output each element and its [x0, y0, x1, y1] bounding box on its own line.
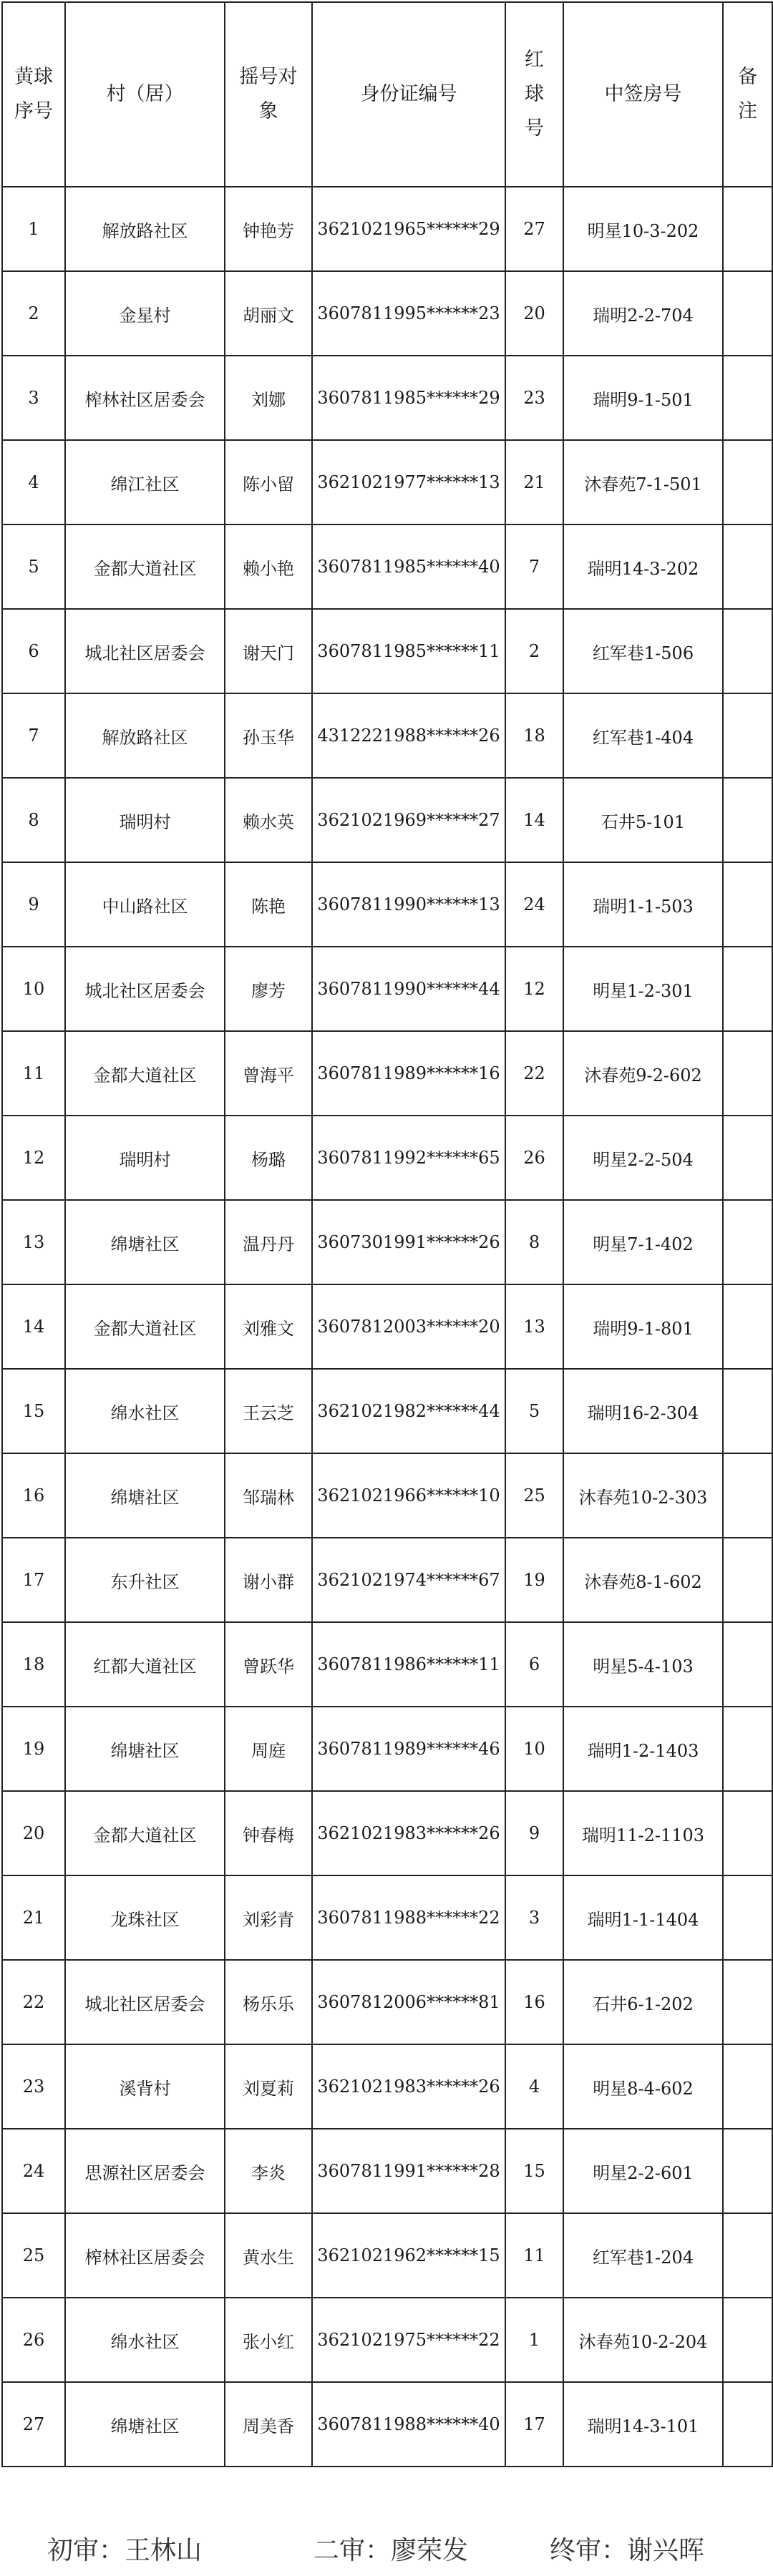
row-note: [723, 356, 772, 440]
row-lottery-person: 谢小群: [225, 1538, 312, 1622]
row-id-number: 3607811989******16: [312, 1031, 505, 1116]
row-id-number: 3607811985******11: [312, 609, 505, 693]
row-note: [723, 1116, 772, 1200]
row-id-number: 3607811985******40: [312, 525, 505, 609]
row-note: [723, 271, 772, 356]
row-lottery-person: 陈艳: [225, 862, 312, 947]
table-header-row: [2, 2, 772, 187]
header-yellow-ball-seq: 黄球序号: [2, 2, 65, 187]
row-yellow-ball-seq: 16: [2, 1453, 65, 1538]
row-yellow-ball-seq: 2: [2, 271, 65, 356]
row-lottery-person: 杨乐乐: [225, 1960, 312, 2044]
row-id-number: 3621021975******22: [312, 2298, 505, 2382]
row-yellow-ball-seq: 3: [2, 356, 65, 440]
row-room-number: 瑞明9-1-801: [563, 1284, 723, 1369]
row-note: [723, 1538, 772, 1622]
row-village: 解放路社区: [65, 187, 225, 271]
row-village: 绵水社区: [65, 2298, 225, 2382]
table-row: [2, 440, 772, 525]
row-note: [723, 187, 772, 271]
table-row: [2, 1200, 772, 1284]
row-yellow-ball-seq: 24: [2, 2129, 65, 2213]
row-village: 城北社区居委会: [65, 947, 225, 1031]
row-room-number: 瑞明1-1-1404: [563, 1875, 723, 1960]
table-row: [2, 2213, 772, 2298]
row-village: 绵塘社区: [65, 1707, 225, 1791]
row-red-ball-number: 25: [505, 1453, 563, 1538]
header-village: 村（居）: [65, 2, 225, 187]
row-lottery-person: 杨璐: [225, 1116, 312, 1200]
row-note: [723, 1622, 772, 1707]
row-yellow-ball-seq: 14: [2, 1284, 65, 1369]
row-village: 龙珠社区: [65, 1875, 225, 1960]
row-room-number: 沐春苑10-2-204: [563, 2298, 723, 2382]
header-red-ball-number: 红球号: [505, 2, 563, 187]
row-yellow-ball-seq: 22: [2, 1960, 65, 2044]
row-room-number: 瑞明1-2-1403: [563, 1707, 723, 1791]
row-room-number: 红军巷1-204: [563, 2213, 723, 2298]
table-row: [2, 2298, 772, 2382]
row-yellow-ball-seq: 4: [2, 440, 65, 525]
row-note: [723, 2044, 772, 2129]
row-room-number: 明星5-4-103: [563, 1622, 723, 1707]
row-note: [723, 778, 772, 862]
row-lottery-person: 黄水生: [225, 2213, 312, 2298]
row-note: [723, 693, 772, 778]
row-red-ball-number: 7: [505, 525, 563, 609]
table-row: [2, 271, 772, 356]
final-review-signature: 终审：谢兴晖: [550, 2536, 705, 2565]
row-yellow-ball-seq: 19: [2, 1707, 65, 1791]
row-village: 城北社区居委会: [65, 609, 225, 693]
row-note: [723, 1875, 772, 1960]
row-room-number: 明星2-2-504: [563, 1116, 723, 1200]
row-id-number: 3621021974******67: [312, 1538, 505, 1622]
row-note: [723, 1369, 772, 1453]
row-village: 东升社区: [65, 1538, 225, 1622]
row-room-number: 红军巷1-506: [563, 609, 723, 693]
row-note: [723, 2382, 772, 2467]
row-room-number: 沐春苑9-2-602: [563, 1031, 723, 1116]
table-row: [2, 1369, 772, 1453]
first-review-signature: 初审：王林山: [47, 2536, 203, 2565]
row-village: 金都大道社区: [65, 1284, 225, 1369]
row-yellow-ball-seq: 6: [2, 609, 65, 693]
row-village: 溪背村: [65, 2044, 225, 2129]
row-red-ball-number: 24: [505, 862, 563, 947]
row-yellow-ball-seq: 23: [2, 2044, 65, 2129]
row-yellow-ball-seq: 7: [2, 693, 65, 778]
row-room-number: 瑞明14-3-101: [563, 2382, 723, 2467]
row-note: [723, 1453, 772, 1538]
row-red-ball-number: 10: [505, 1707, 563, 1791]
row-note: [723, 2129, 772, 2213]
row-red-ball-number: 19: [505, 1538, 563, 1622]
row-yellow-ball-seq: 9: [2, 862, 65, 947]
row-lottery-person: 谢天门: [225, 609, 312, 693]
row-id-number: 3621021983******26: [312, 1791, 505, 1875]
row-lottery-person: 曾跃华: [225, 1622, 312, 1707]
row-lottery-person: 李炎: [225, 2129, 312, 2213]
table-row: [2, 1116, 772, 1200]
row-id-number: 3607811988******40: [312, 2382, 505, 2467]
row-id-number: 3607811990******13: [312, 862, 505, 947]
row-id-number: 3607811990******44: [312, 947, 505, 1031]
row-lottery-person: 钟艳芳: [225, 187, 312, 271]
row-yellow-ball-seq: 17: [2, 1538, 65, 1622]
table-row: [2, 1031, 772, 1116]
row-village: 瑞明村: [65, 1116, 225, 1200]
row-lottery-person: 张小红: [225, 2298, 312, 2382]
second-review-signature: 二审：廖荣发: [313, 2536, 469, 2565]
row-village: 城北社区居委会: [65, 1960, 225, 2044]
row-note: [723, 947, 772, 1031]
row-lottery-person: 赖水英: [225, 778, 312, 862]
row-village: 解放路社区: [65, 693, 225, 778]
row-room-number: 沐春苑10-2-303: [563, 1453, 723, 1538]
row-room-number: 沐春苑8-1-602: [563, 1538, 723, 1622]
row-lottery-person: 邹瑞林: [225, 1453, 312, 1538]
row-village: 红都大道社区: [65, 1622, 225, 1707]
row-note: [723, 1707, 772, 1791]
row-red-ball-number: 15: [505, 2129, 563, 2213]
row-room-number: 瑞明16-2-304: [563, 1369, 723, 1453]
row-lottery-person: 廖芳: [225, 947, 312, 1031]
row-village: 金星村: [65, 271, 225, 356]
row-id-number: 3607811991******28: [312, 2129, 505, 2213]
row-id-number: 3607812003******20: [312, 1284, 505, 1369]
row-lottery-person: 孙玉华: [225, 693, 312, 778]
row-room-number: 明星7-1-402: [563, 1200, 723, 1284]
table-row: [2, 609, 772, 693]
row-yellow-ball-seq: 27: [2, 2382, 65, 2467]
row-village: 金都大道社区: [65, 1031, 225, 1116]
table-row: [2, 1875, 772, 1960]
header-lottery-person: 摇号对象: [225, 2, 312, 187]
row-id-number: 3621021966******10: [312, 1453, 505, 1538]
row-room-number: 瑞明14-3-202: [563, 525, 723, 609]
row-red-ball-number: 27: [505, 187, 563, 271]
row-room-number: 明星2-2-601: [563, 2129, 723, 2213]
row-village: 绵江社区: [65, 440, 225, 525]
row-note: [723, 1031, 772, 1116]
row-note: [723, 1200, 772, 1284]
row-room-number: 红军巷1-404: [563, 693, 723, 778]
table-row: [2, 2044, 772, 2129]
row-village: 绵水社区: [65, 1369, 225, 1453]
row-id-number: 3621021977******13: [312, 440, 505, 525]
row-yellow-ball-seq: 12: [2, 1116, 65, 1200]
row-room-number: 沐春苑7-1-501: [563, 440, 723, 525]
row-room-number: 明星8-4-602: [563, 2044, 723, 2129]
row-red-ball-number: 21: [505, 440, 563, 525]
row-note: [723, 2298, 772, 2382]
row-yellow-ball-seq: 21: [2, 1875, 65, 1960]
row-red-ball-number: 12: [505, 947, 563, 1031]
row-lottery-person: 胡丽文: [225, 271, 312, 356]
table-body: [2, 187, 772, 2467]
row-red-ball-number: 2: [505, 609, 563, 693]
row-red-ball-number: 26: [505, 1116, 563, 1200]
row-id-number: 3607812006******81: [312, 1960, 505, 2044]
row-red-ball-number: 23: [505, 356, 563, 440]
row-note: [723, 1284, 772, 1369]
table-row: [2, 2129, 772, 2213]
row-village: 金都大道社区: [65, 525, 225, 609]
row-lottery-person: 周美香: [225, 2382, 312, 2467]
row-village: 思源社区居委会: [65, 2129, 225, 2213]
row-id-number: 3607811992******65: [312, 1116, 505, 1200]
row-yellow-ball-seq: 1: [2, 187, 65, 271]
table-row: [2, 1622, 772, 1707]
header-room-number: 中签房号: [563, 2, 723, 187]
row-red-ball-number: 22: [505, 1031, 563, 1116]
row-room-number: 明星1-2-301: [563, 947, 723, 1031]
row-id-number: 3621021983******26: [312, 2044, 505, 2129]
row-id-number: 3621021965******29: [312, 187, 505, 271]
row-note: [723, 525, 772, 609]
row-red-ball-number: 14: [505, 778, 563, 862]
row-village: 瑞明村: [65, 778, 225, 862]
row-id-number: 3607811995******23: [312, 271, 505, 356]
table-row: [2, 778, 772, 862]
row-room-number: 瑞明9-1-501: [563, 356, 723, 440]
row-id-number: 3621021982******44: [312, 1369, 505, 1453]
row-room-number: 石井6-1-202: [563, 1960, 723, 2044]
row-lottery-person: 刘雅文: [225, 1284, 312, 1369]
row-note: [723, 1960, 772, 2044]
row-yellow-ball-seq: 25: [2, 2213, 65, 2298]
row-red-ball-number: 6: [505, 1622, 563, 1707]
table-row: [2, 1453, 772, 1538]
row-yellow-ball-seq: 15: [2, 1369, 65, 1453]
row-lottery-person: 曾海平: [225, 1031, 312, 1116]
table-row: [2, 947, 772, 1031]
table-row: [2, 1538, 772, 1622]
row-red-ball-number: 18: [505, 693, 563, 778]
row-village: 中山路社区: [65, 862, 225, 947]
header-note: 备注: [723, 2, 772, 187]
table-row: [2, 693, 772, 778]
row-lottery-person: 刘夏莉: [225, 2044, 312, 2129]
row-red-ball-number: 9: [505, 1791, 563, 1875]
row-id-number: 3607811988******22: [312, 1875, 505, 1960]
row-room-number: 明星10-3-202: [563, 187, 723, 271]
header-id-number: 身份证编号: [312, 2, 505, 187]
table-row: [2, 1791, 772, 1875]
row-lottery-person: 刘娜: [225, 356, 312, 440]
row-yellow-ball-seq: 26: [2, 2298, 65, 2382]
row-yellow-ball-seq: 11: [2, 1031, 65, 1116]
row-red-ball-number: 16: [505, 1960, 563, 2044]
table-row: [2, 1707, 772, 1791]
lottery-result-table: [1, 1, 773, 2467]
row-lottery-person: 温丹丹: [225, 1200, 312, 1284]
row-room-number: 瑞明11-2-1103: [563, 1791, 723, 1875]
row-note: [723, 440, 772, 525]
row-id-number: 3607301991******26: [312, 1200, 505, 1284]
row-lottery-person: 王云芝: [225, 1369, 312, 1453]
row-red-ball-number: 8: [505, 1200, 563, 1284]
row-note: [723, 1791, 772, 1875]
row-yellow-ball-seq: 18: [2, 1622, 65, 1707]
row-id-number: 3621021962******15: [312, 2213, 505, 2298]
row-lottery-person: 赖小艳: [225, 525, 312, 609]
row-yellow-ball-seq: 5: [2, 525, 65, 609]
row-room-number: 瑞明1-1-503: [563, 862, 723, 947]
table-row: [2, 1960, 772, 2044]
row-yellow-ball-seq: 10: [2, 947, 65, 1031]
row-lottery-person: 陈小留: [225, 440, 312, 525]
row-red-ball-number: 3: [505, 1875, 563, 1960]
row-yellow-ball-seq: 8: [2, 778, 65, 862]
row-village: 绵塘社区: [65, 2382, 225, 2467]
table-row: [2, 1284, 772, 1369]
table-row: [2, 187, 772, 271]
review-signatures: [0, 2524, 773, 2567]
table-row: [2, 2382, 772, 2467]
row-id-number: 3621021969******27: [312, 778, 505, 862]
row-note: [723, 2213, 772, 2298]
row-room-number: 石井5-101: [563, 778, 723, 862]
table-row: [2, 862, 772, 947]
row-red-ball-number: 1: [505, 2298, 563, 2382]
row-red-ball-number: 5: [505, 1369, 563, 1453]
row-village: 榨林社区居委会: [65, 356, 225, 440]
row-lottery-person: 刘彩青: [225, 1875, 312, 1960]
row-id-number: 3607811989******46: [312, 1707, 505, 1791]
row-yellow-ball-seq: 20: [2, 1791, 65, 1875]
row-red-ball-number: 20: [505, 271, 563, 356]
row-red-ball-number: 13: [505, 1284, 563, 1369]
row-red-ball-number: 17: [505, 2382, 563, 2467]
table-row: [2, 525, 772, 609]
row-lottery-person: 钟春梅: [225, 1791, 312, 1875]
row-note: [723, 609, 772, 693]
row-note: [723, 862, 772, 947]
row-red-ball-number: 4: [505, 2044, 563, 2129]
row-red-ball-number: 11: [505, 2213, 563, 2298]
row-village: 绵塘社区: [65, 1453, 225, 1538]
row-id-number: 3607811985******29: [312, 356, 505, 440]
row-room-number: 瑞明2-2-704: [563, 271, 723, 356]
row-yellow-ball-seq: 13: [2, 1200, 65, 1284]
row-lottery-person: 周庭: [225, 1707, 312, 1791]
row-village: 榨林社区居委会: [65, 2213, 225, 2298]
table-row: [2, 356, 772, 440]
row-id-number: 3607811986******11: [312, 1622, 505, 1707]
row-village: 金都大道社区: [65, 1791, 225, 1875]
row-village: 绵塘社区: [65, 1200, 225, 1284]
row-id-number: 4312221988******26: [312, 693, 505, 778]
